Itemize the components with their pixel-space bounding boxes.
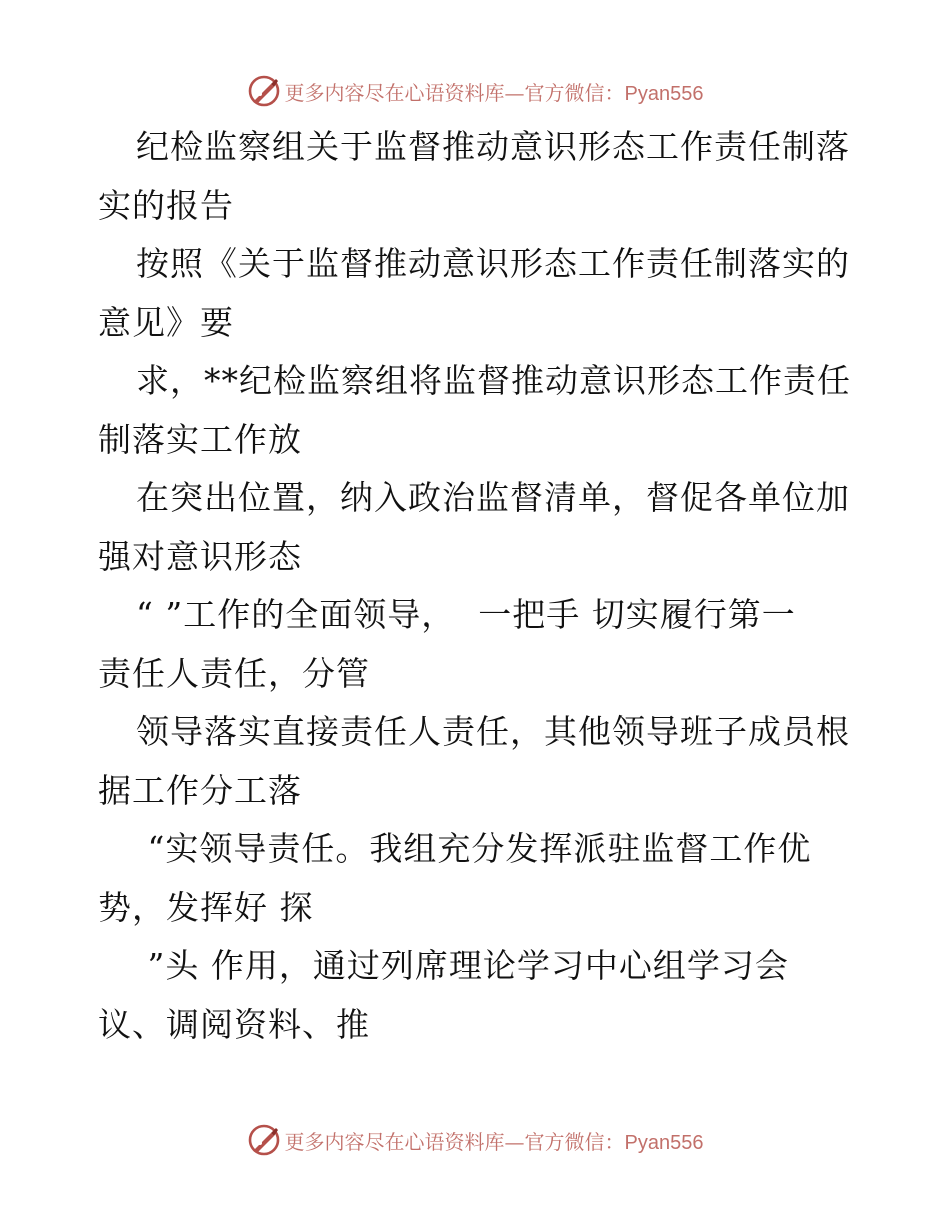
body-line: ”头 作用，通过列席理论学习中心组学习会 bbox=[136, 946, 789, 985]
body-line: 据工作分工落 bbox=[98, 770, 302, 810]
footer-wechat-id: Pyan556 bbox=[624, 1131, 704, 1154]
body-line: “实领导责任。我组充分发挥派驻监督工作优 bbox=[136, 829, 812, 868]
body-line: 纪检监察组关于监督推动意识形态工作责任制落 bbox=[136, 127, 850, 166]
header-banner bbox=[0, 71, 950, 111]
body-line: 责任人责任，分管 bbox=[98, 653, 370, 693]
body-line: “ ”工作的全面领导， 一把手 切实履行第一 bbox=[136, 595, 796, 634]
body-line: 强对意识形态 bbox=[98, 536, 302, 576]
footer-banner-text: 更多内容尽在心语资料库—官方微信：Pyan556 bbox=[284, 1129, 704, 1154]
body-line: 在突出位置，纳入政治监督清单，督促各单位加 bbox=[136, 478, 850, 517]
header-wechat-id: Pyan556 bbox=[624, 82, 704, 105]
body-line: 领导落实直接责任人责任，其他领导班子成员根 bbox=[136, 712, 850, 751]
body-line: 意见》要 bbox=[98, 302, 234, 342]
pen-logo-icon bbox=[247, 74, 281, 108]
body-line: 按照《关于监督推动意识形态工作责任制落实的 bbox=[136, 244, 850, 283]
header-banner-text: 更多内容尽在心语资料库—官方微信：Pyan556 bbox=[284, 80, 704, 105]
body-line: 议、调阅资料、推 bbox=[98, 1004, 370, 1044]
body-line: 势，发挥好 探 bbox=[98, 887, 314, 927]
body-line: 制落实工作放 bbox=[98, 419, 302, 459]
pen-logo-icon bbox=[247, 1123, 281, 1157]
footer-banner bbox=[0, 1120, 950, 1160]
body-line: 求，**纪检监察组将监督推动意识形态工作责任 bbox=[136, 361, 851, 400]
body-line: 实的报告 bbox=[98, 185, 234, 225]
document-body bbox=[98, 118, 858, 1054]
